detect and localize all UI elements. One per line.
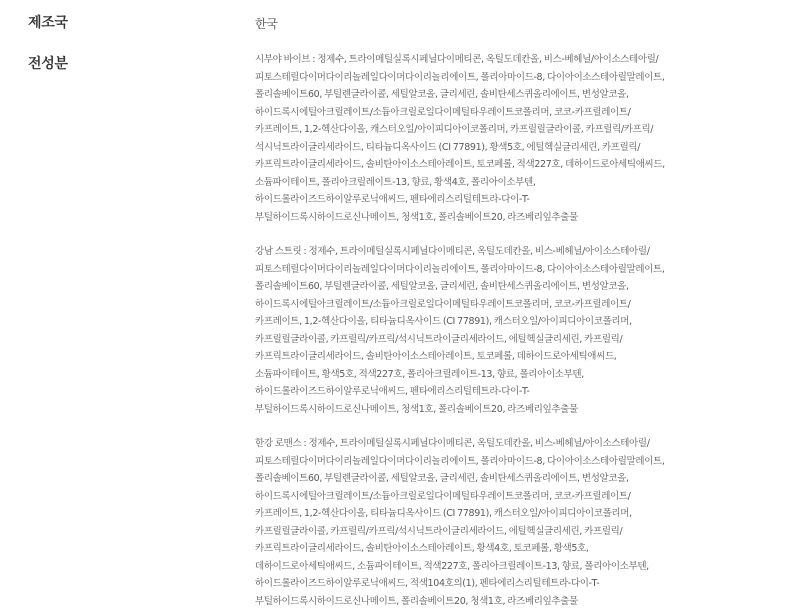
spec-value-ingredients [255, 51, 673, 610]
ingredient-paragraph-shibuya-vibe: 시부야 바이브 : 정제수, 트라이메틸실록시페닐다이메티콘, 옥틸도데칸올, 비스-베헤닐/아이소스테아릴/피토스테릴다이머다이리놀레일다이머다이리놀리에이트, 폴리아마이드-8, 다이아이소스테아릴말레이트, 폴리솔베이트60, 부틸렌글라이콜, 세틸알코올, 글리세린, 솔비탄세스퀴올리에이트, 변성알코올, 하이드록시에틸아크릴레이트/소듐아크릴로일다이메틸타우레이트코폴리머, 코코-카프릴레이트/카프레이트, 1,2-헥산다이올, 캐스터오일/아이피디아이코폴리머, 카프릴릴글라이콜, 카프릴릭/카프릭/석시닉트라이글리세라이드, 티타늄디옥사이드 (CI 77891), 황색5호, 에틸헥실글리세린, 카프릴릭/카프릭트라이글리세라이드, 솔비탄아이소스테아레이트, 토코페롤, 적색227호, 데하이드로아세틱애씨드, 소듐파이테이트, 폴리아크릴레이트-13, 향료, 황색4호, 폴리아이소부텐, 하이드롤라이즈드하이알루로닉애씨드, 펜타에리스리틸테트라-다이-T-부틸하이드록시하이드로신나메이트, 청색1호, 폴리솔베이트20, 라즈베리잎추출물 [255, 54, 665, 223]
ingredient-paragraph-gangnam-street: 강남 스트릿 : 정제수, 트라이메틸실록시페닐다이메티콘, 옥틸도데칸올, 비스-베헤닐/아이소스테아릴/피토스테릴다이머다이리놀레일다이머다이리놀리에이트, 폴리아마이드-8, 다이아이소스테아릴말레이트, 폴리솔베이트60, 부틸렌글라이콜, 세틸알코올, 글리세린, 솔비탄세스퀴올리에이트, 변성알코올, 하이드록시에틸아크릴레이트/소듐아크릴로일다이메틸타우레이트코폴리머, 코코-카프릴레이트/카프레이트, 1,2-헥산다이올, 티타늄디옥사이드 (CI 77891), 캐스터오일/아이피디아이코폴리머, 카프릴릴글라이콜, 카프릴릭/카프릭/석시닉트라이글리세라이드, 에틸헥실글리세린, 카프릴릭/카프릭트라이글리세라이드, 솔비탄아이소스테아레이트, 토코페롤, 데하이드로아세틱애씨드, 소듐파이테이트, 황색5호, 적색227호, 폴리아크릴레이트-13, 향료, 폴리아이소부텐, 하이드롤라이즈드하이알루로닉애씨드, 펜타에리스리틸테트라-다이-T-부틸하이드록시하이드로신나메이트, 청색1호, 폴리솔베이트20, 라즈베리잎추출물 [255, 246, 665, 415]
spec-label-origin: 제조국 [28, 15, 68, 31]
spec-label-ingredients: 전성분 [28, 56, 68, 72]
spec-value-origin: 한국 [255, 17, 278, 31]
ingredient-paragraph-hangang-romance: 한강 로맨스 : 정제수, 트라이메틸실록시페닐다이메티콘, 옥틸도데칸올, 비스-베헤닐/아이소스테아릴/피토스테릴다이머다이리놀레일다이머다이리놀리에이트, 폴리아마이드-8, 다이아이소스테아릴말레이트, 폴리솔베이트60, 부틸렌글라이콜, 세틸알코올, 글리세린, 솔비탄세스퀴올리에이트, 변성알코올, 하이드록시에틸아크릴레이트/소듐아크릴로일다이메틸타우레이트코폴리머, 코코-카프릴레이트/카프레이트, 1,2-헥산다이올, 티타늄디옥사이드 (CI 77891), 캐스터오일/아이피디아이코폴리머, 카프릴릴글라이콜, 카프릴릭/카프릭/석시닉트라이글리세라이드, 에틸헥실글리세린, 카프릴릭/카프릭트라이글리세라이드, 솔비탄아이소스테아레이트, 황색4호, 토코페롤, 황색5호, 데하이드로아세틱애씨드, 소듐파이테이트, 적색227호, 폴리아크릴레이트-13, 향료, 폴리아이소부텐, 하이드롤라이즈드하이알루로닉애씨드, 적색104호의(1), 펜타에리스리틸테트라-다이-T-부틸하이드록시하이드로신나메이트, 폴리솔베이트20, 청색1호, 라즈베리잎추출물 [255, 438, 665, 607]
